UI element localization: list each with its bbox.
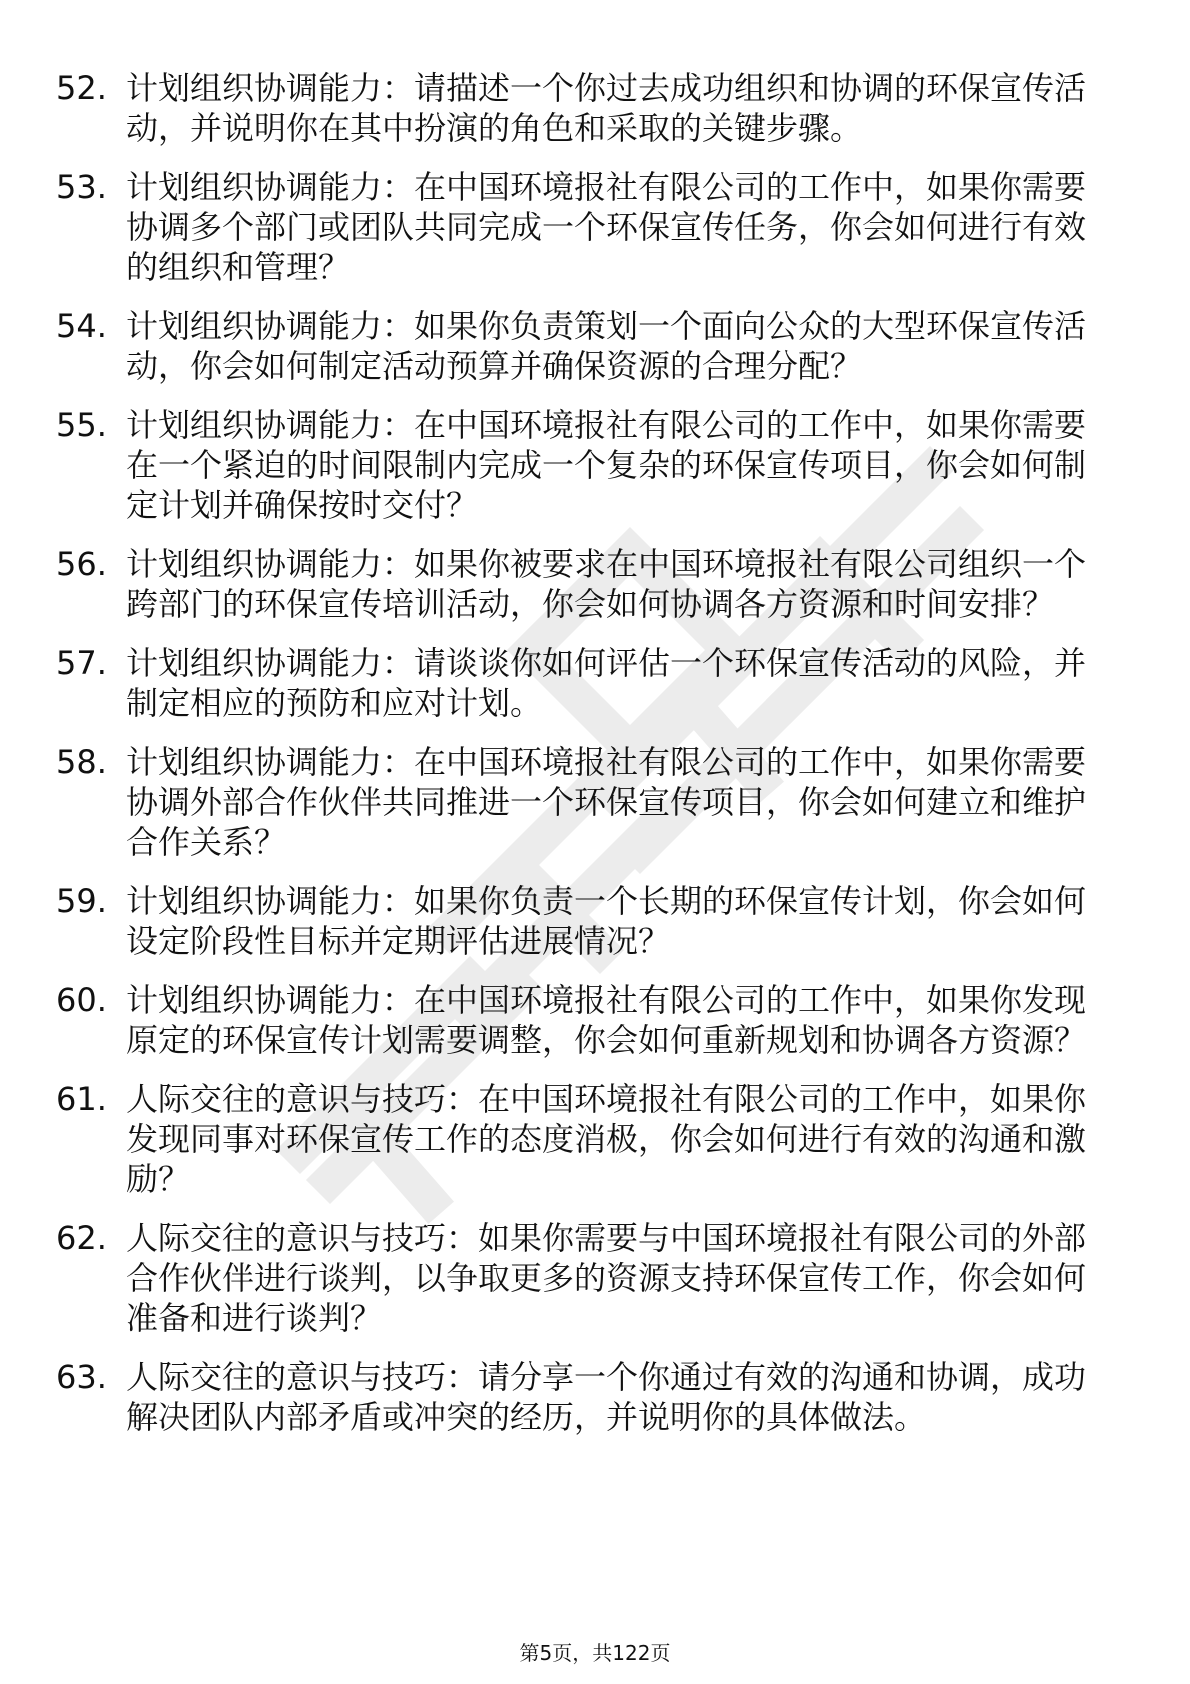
page-number: 第5页，共122页 [519,1641,671,1665]
question-item [56,544,1116,624]
question-text: 计划组织协调能力：在中国环境报社有限公司的工作中，如果你需要协调外部合作伙伴共同推进一个环保宣传项目，你会如何建立和维护合作关系？ [126,743,1087,861]
question-number: 61. [56,1080,107,1118]
question-list [56,68,1116,1456]
question-number: 58. [56,743,107,781]
question-text: 计划组织协调能力：如果你负责策划一个面向公众的大型环保宣传活动，你会如何制定活动预算并确保资源的合理分配？ [126,307,1087,385]
question-item [56,167,1116,287]
question-number: 52. [56,69,107,107]
question-text: 计划组织协调能力：在中国环境报社有限公司的工作中，如果你发现原定的环保宣传计划需要调整，你会如何重新规划和协调各方资源？ [126,981,1087,1059]
question-item [56,980,1116,1060]
question-text: 计划组织协调能力：如果你被要求在中国环境报社有限公司组织一个跨部门的环保宣传培训活动，你会如何协调各方资源和时间安排？ [126,545,1087,623]
question-text: 人际交往的意识与技巧：如果你需要与中国环境报社有限公司的外部合作伙伴进行谈判，以争取更多的资源支持环保宣传工作，你会如何准备和进行谈判？ [126,1219,1087,1337]
question-text: 计划组织协调能力：如果你负责一个长期的环保宣传计划，你会如何设定阶段性目标并定期评估进展情况？ [126,882,1087,960]
question-item [56,742,1116,862]
question-item [56,1357,1116,1437]
question-text: 人际交往的意识与技巧：在中国环境报社有限公司的工作中，如果你发现同事对环保宣传工作的态度消极，你会如何进行有效的沟通和激励？ [126,1080,1087,1198]
question-item [56,405,1116,525]
question-text: 计划组织协调能力：请谈谈你如何评估一个环保宣传活动的风险，并制定相应的预防和应对计划。 [126,644,1087,722]
question-number: 63. [56,1358,107,1396]
question-text: 计划组织协调能力：在中国环境报社有限公司的工作中，如果你需要协调多个部门或团队共同完成一个环保宣传任务，你会如何进行有效的组织和管理？ [126,168,1087,286]
question-item [56,306,1116,386]
question-text: 计划组织协调能力：请描述一个你过去成功组织和协调的环保宣传活动，并说明你在其中扮演的角色和采取的关键步骤。 [126,69,1087,147]
question-item [56,881,1116,961]
question-text: 人际交往的意识与技巧：请分享一个你通过有效的沟通和协调，成功解决团队内部矛盾或冲突的经历，并说明你的具体做法。 [126,1358,1087,1436]
question-number: 57. [56,644,107,682]
question-text: 计划组织协调能力：在中国环境报社有限公司的工作中，如果你需要在一个紧迫的时间限制内完成一个复杂的环保宣传项目，你会如何制定计划并确保按时交付？ [126,406,1087,524]
question-number: 56. [56,545,107,583]
question-number: 54. [56,307,107,345]
question-number: 59. [56,882,107,920]
question-number: 62. [56,1219,107,1257]
question-number: 60. [56,981,107,1019]
question-number: 55. [56,406,107,444]
page-footer [0,1641,1190,1665]
question-item [56,1079,1116,1199]
question-item [56,1218,1116,1338]
question-item [56,643,1116,723]
question-number: 53. [56,168,107,206]
question-item [56,68,1116,148]
